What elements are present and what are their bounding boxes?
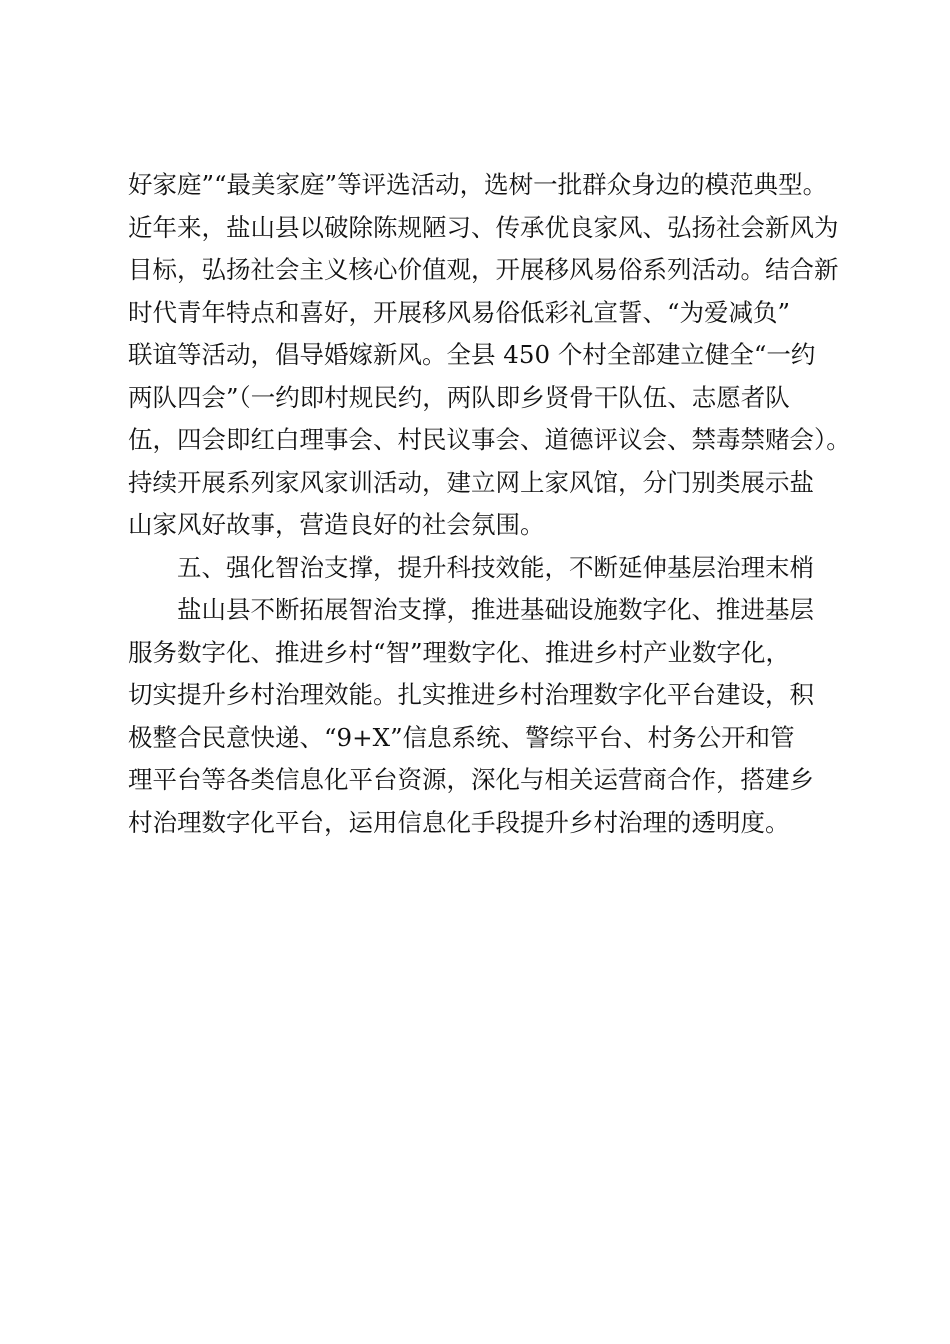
- text-line: 时代青年特点和喜好，开展移风易俗低彩礼宣誓、“为爱减负”: [128, 297, 791, 327]
- document-body: [128, 164, 868, 844]
- section-heading: 五、强化智治支撑，提升科技效能，不断延伸基层治理末梢: [177, 552, 814, 582]
- text-line: 目标，弘扬社会主义核心价值观，开展移风易俗系列活动。结合新: [128, 255, 839, 284]
- text-line: 近年来，盐山县以破除陈规陋习、传承优良家风、弘扬社会新风为: [128, 212, 839, 242]
- text-line: 持续开展系列家风家训活动，建立网上家风馆，分门别类展示盐: [128, 467, 814, 497]
- text-line: 联谊等活动，倡导婚嫁新风。全县 450 个村全部建立健全“一约: [128, 340, 816, 369]
- paragraph-section-five: [128, 589, 868, 844]
- paragraph-continuation: [128, 164, 868, 547]
- text-line: 两队四会”（一约即村规民约，两队即乡贤骨干队伍、志愿者队: [128, 382, 790, 412]
- text-line: 服务数字化、推进乡村“智”理数字化、推进乡村产业数字化，: [128, 637, 791, 667]
- text-line: 切实提升乡村治理效能。扎实推进乡村治理数字化平台建设，积: [128, 680, 814, 709]
- text-line: 山家风好故事，营造良好的社会氛围。: [128, 510, 545, 539]
- text-line: 盐山县不断拓展智治支撑，推进基础设施数字化、推进基层: [177, 595, 814, 624]
- text-line: 理平台等各类信息化平台资源，深化与相关运营商合作，搭建乡: [128, 765, 814, 794]
- text-line: 极整合民意快递、“9+X”信息系统、警综平台、村务公开和管: [128, 722, 795, 752]
- text-line: 伍，四会即红白理事会、村民议事会、道德评议会、禁毒禁赌会）。: [128, 425, 851, 454]
- text-line: 村治理数字化平台，运用信息化手段提升乡村治理的透明度。: [128, 807, 790, 837]
- text-line: 好家庭”“最美家庭”等评选活动，选树一批群众身边的模范典型。: [128, 170, 828, 199]
